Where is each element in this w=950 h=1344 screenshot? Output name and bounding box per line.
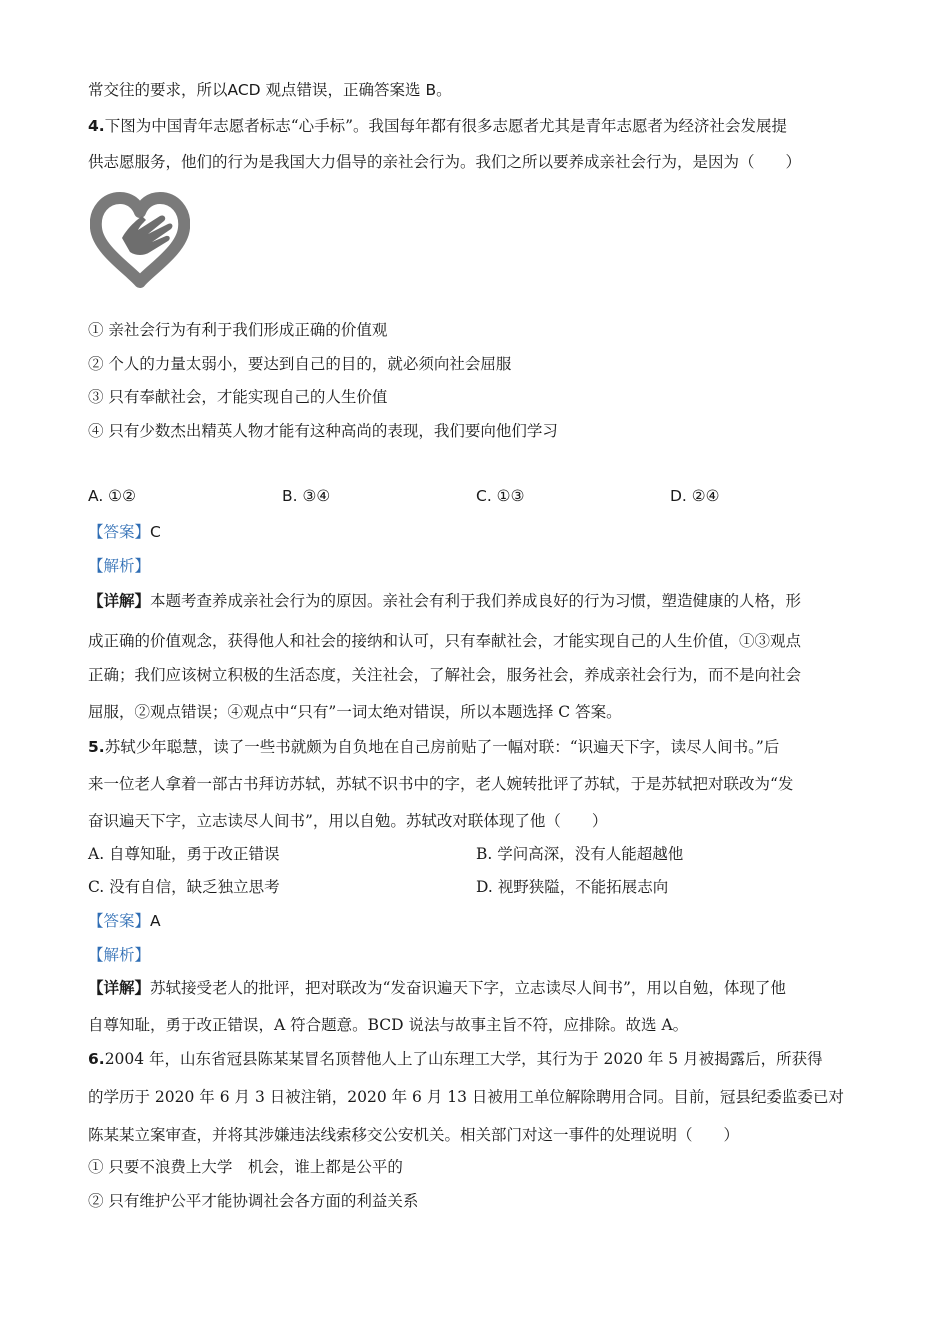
q5-option-c: C. 没有自信，缺乏独立思考 bbox=[88, 878, 280, 896]
q5-stem-line-1 bbox=[88, 737, 863, 757]
q4-stem-line-1 bbox=[88, 116, 863, 136]
q5-stem-line-2: 来一位老人拿着一部古书拜访苏轼，苏轼不识书中的字，老人婉转批评了苏轼，于是苏轼把对联改为“发 bbox=[88, 775, 794, 793]
q5-option-d: D. 视野狭隘，不能拓展志向 bbox=[476, 878, 669, 896]
q5-detail-line-2: 自尊知耻，勇于改正错误，A 符合题意。BCD 说法与故事主旨不符，应排除。故选 A。 bbox=[88, 1016, 689, 1034]
q6-item-1: ① 只要不浪费上大学 机会，谁上都是公平的 bbox=[88, 1158, 403, 1176]
q5-option-a: A. 自尊知耻，勇于改正错误 bbox=[88, 845, 280, 863]
q4-item-1: ① 亲社会行为有利于我们形成正确的价值观 bbox=[88, 321, 388, 339]
q5-analysis-label: 【解析】 bbox=[88, 946, 151, 964]
q5-answer-value: A bbox=[150, 912, 161, 930]
q4-detail-line-4: 屈服，②观点错误；④观点中“只有”一词太绝对错误，所以本题选择 C 答案。 bbox=[88, 703, 622, 721]
q5-detail-label: 【详解】 bbox=[88, 978, 151, 997]
q3-tail-end: 。 bbox=[436, 81, 452, 99]
q5-detail-line-1 bbox=[88, 978, 863, 998]
q3-tail-answer: B bbox=[425, 81, 437, 99]
q5-stem-line-3: 奋识遍天下字，立志读尽人间书”，用以自勉。苏轼改对联体现了他（ ） bbox=[88, 812, 608, 830]
q4-detail-line-2: 成正确的价值观念，获得他人和社会的接纳和认可，只有奉献社会，才能实现自己的人生价值，①③观点 bbox=[88, 632, 802, 650]
q5-answer-label: 【答案】 bbox=[88, 912, 151, 930]
q4-stem-text-1: 下图为中国青年志愿者标志“心手标”。我国每年都有很多志愿者尤其是青年志愿者为经济社会发展提 bbox=[104, 117, 788, 135]
q4-analysis-label: 【解析】 bbox=[88, 557, 151, 575]
q6-stem-line-3: 陈某某立案审查，并将其涉嫌违法线索移交公安机关。相关部门对这一事件的处理说明（ ） bbox=[88, 1126, 740, 1144]
q3-tail-acd: ACD bbox=[227, 81, 261, 99]
q4-option-b: B. ③④ bbox=[282, 487, 331, 505]
q4-item-3: ③ 只有奉献社会，才能实现自己的人生价值 bbox=[88, 388, 388, 406]
heart-hand-icon bbox=[90, 190, 190, 290]
q4-detail-line-3: 正确；我们应该树立积极的生活态度，关注社会，了解社会，服务社会，养成亲社会行为，而不是向社会 bbox=[88, 666, 802, 684]
q4-stem-line-2: 供志愿服务，他们的行为是我国大力倡导的亲社会行为。我们之所以要养成亲社会行为，是因为（ ） bbox=[88, 153, 802, 171]
q6-stem-line-2: 的学历于 2020 年 6 月 3 日被注销，2020 年 6 月 13 日被用工单位解除聘用合同。目前，冠县纪委监委已对 bbox=[88, 1088, 844, 1106]
q4-answer-label: 【答案】 bbox=[88, 523, 151, 541]
q4-detail-text-1: 本题考查养成亲社会行为的原因。亲社会有利于我们养成良好的行为习惯，塑造健康的人格，形 bbox=[150, 592, 802, 610]
q3-tail-text: 常交往的要求，所以 bbox=[88, 81, 228, 99]
q4-answer-value: C bbox=[150, 523, 161, 541]
q4-detail-line-1 bbox=[88, 591, 863, 611]
q4-item-2: ② 个人的力量太弱小，要达到自己的目的，就必须向社会屈服 bbox=[88, 355, 512, 373]
q4-answer bbox=[88, 522, 863, 542]
q5-detail-text-1: 苏轼接受老人的批评，把对联改为“发奋识遍天下字，立志读尽人间书”，用以自勉，体现了他 bbox=[150, 979, 786, 997]
q4-number: 4. bbox=[88, 117, 105, 135]
q3-tail-text-2: 观点错误，正确答案选 bbox=[260, 81, 426, 99]
q5-option-b: B. 学问高深，没有人能超越他 bbox=[476, 845, 684, 863]
q3-tail bbox=[88, 80, 863, 100]
q5-answer bbox=[88, 911, 863, 931]
q5-number: 5. bbox=[88, 738, 105, 756]
q6-stem-text-1: 2004 年，山东省冠县陈某某冒名顶替他人上了山东理工大学，其行为于 2020 年 5 月被揭露后，所获得 bbox=[104, 1050, 823, 1068]
q4-option-c: C. ①③ bbox=[476, 487, 525, 505]
q4-option-d: D. ②④ bbox=[670, 487, 720, 505]
q6-number: 6. bbox=[88, 1050, 105, 1068]
q6-item-2: ② 只有维护公平才能协调社会各方面的利益关系 bbox=[88, 1192, 419, 1210]
q4-detail-label: 【详解】 bbox=[88, 591, 151, 610]
q5-stem-text-1: 苏轼少年聪慧，读了一些书就颇为自负地在自己房前贴了一幅对联：“识遍天下字，读尽人间书。”后 bbox=[104, 738, 780, 756]
q4-item-4: ④ 只有少数杰出精英人物才能有这种高尚的表现，我们要向他们学习 bbox=[88, 422, 558, 440]
q6-stem-line-1 bbox=[88, 1049, 863, 1069]
q4-option-a: A. ①② bbox=[88, 487, 136, 505]
